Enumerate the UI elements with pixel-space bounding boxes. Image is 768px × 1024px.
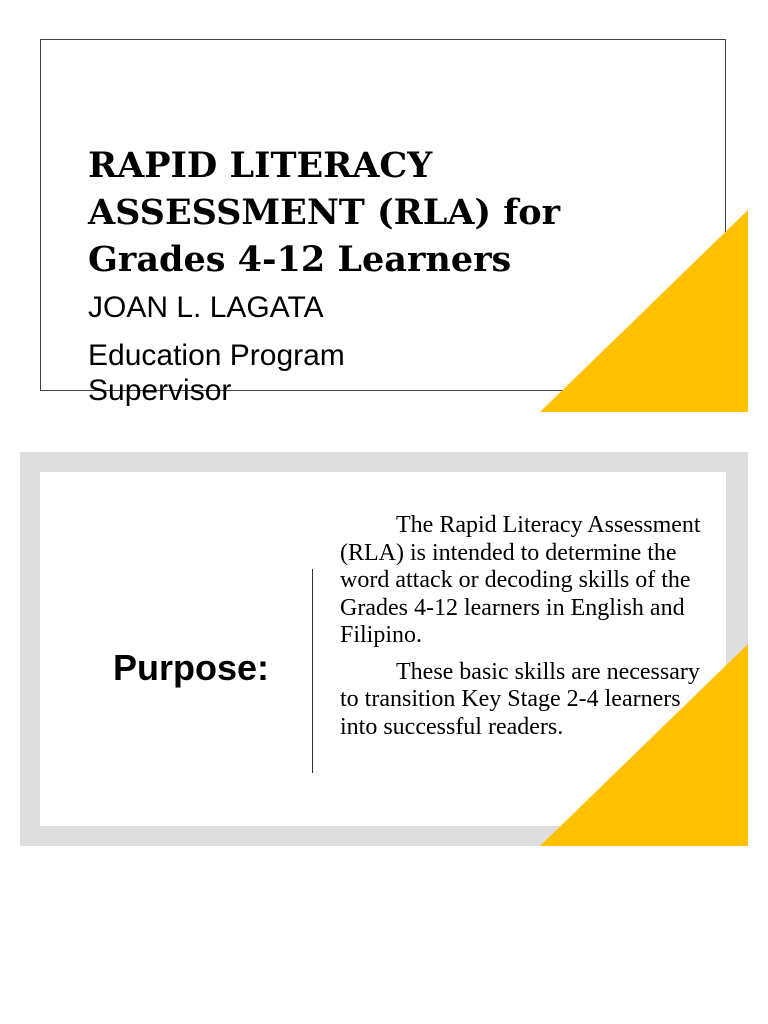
purpose-slide-body [40, 472, 726, 826]
slide-title: RAPID LITERACY ASSESSMENT (RLA) for Grades 4-12 Learners [88, 145, 561, 280]
purpose-text [340, 512, 720, 750]
purpose-paragraph: These basic skills are necessary to transition Key Stage 2-4 learners into successful readers. [340, 658, 700, 740]
title-slide [0, 0, 768, 430]
vertical-divider [312, 569, 313, 773]
purpose-slide [20, 452, 748, 846]
purpose-heading: Purpose: [113, 647, 270, 688]
presenter-role: Education Program Supervisor [88, 339, 345, 407]
purpose-paragraph: The Rapid Literacy Assessment (RLA) is intended to determine the word attack or decoding skills of the Grades 4-12 learners in English and Filipino. [340, 512, 701, 648]
presenter-name: JOAN L. LAGATA [88, 291, 324, 324]
